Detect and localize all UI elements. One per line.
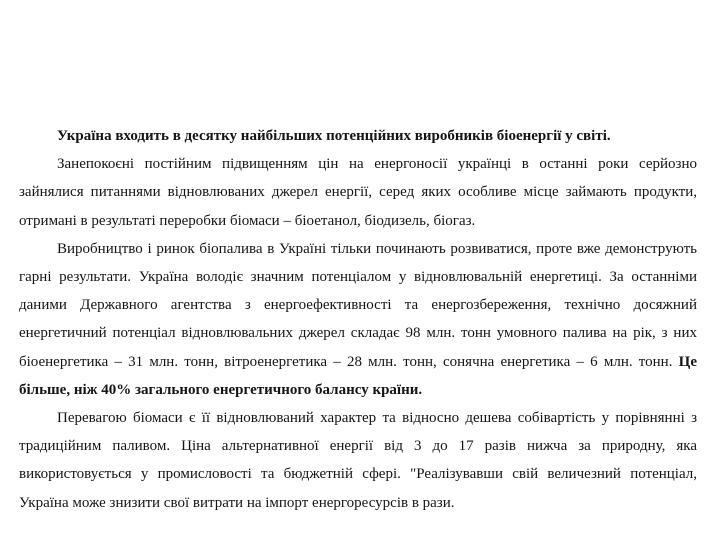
paragraph-1: Занепокоєні постійним підвищенням цін на енергоносії українці в останні роки серйозно зайнялися питаннями відновлюваних джерел енергії, серед яких особливе місце займають продукти, отримані в результаті переробки біомаси – біоетанол, біодизель, біогаз. — [19, 156, 697, 229]
paragraph-2 — [19, 235, 697, 404]
paragraph-2-text: Виробництво і ринок біопалива в Україні тільки починають розвиватися, проте вже демонструють гарні результати. Україна володіє значним потенціалом у відновлювальній енергетиці. За останніми даними Державного агентства з енергоефективності та енергозбереження, технічно досяжний енергетичний потенціал відновлювальних джерел складає 98 млн. тонн умовного палива на рік, з них біоенергетика – 31 млн. тонн, вітроенергетика – 28 млн. тонн, сонячна енергетика – 6 млн. тонн. — [19, 240, 697, 370]
paragraph-3: Перевагою біомаси є її відновлюваний характер та відносно дешева собівартість у порівнянні з традиційним паливом. Ціна альтернативної енергії від 3 до 17 разів нижча за природну, яка використовується у промисловості та бюджетній сфері. "Реалізувавши свій величезний потенціал, Україна може знизити свої витрати на імпорт енергоресурсів в рази. — [19, 410, 697, 511]
document-heading: Україна входить в десятку найбільших потенційних виробників біоенергії у світі. — [57, 128, 611, 144]
document-body — [19, 122, 697, 517]
paragraph-2-highlight: Це більше, ніж 40% загального енергетичного балансу країни. — [19, 353, 697, 398]
